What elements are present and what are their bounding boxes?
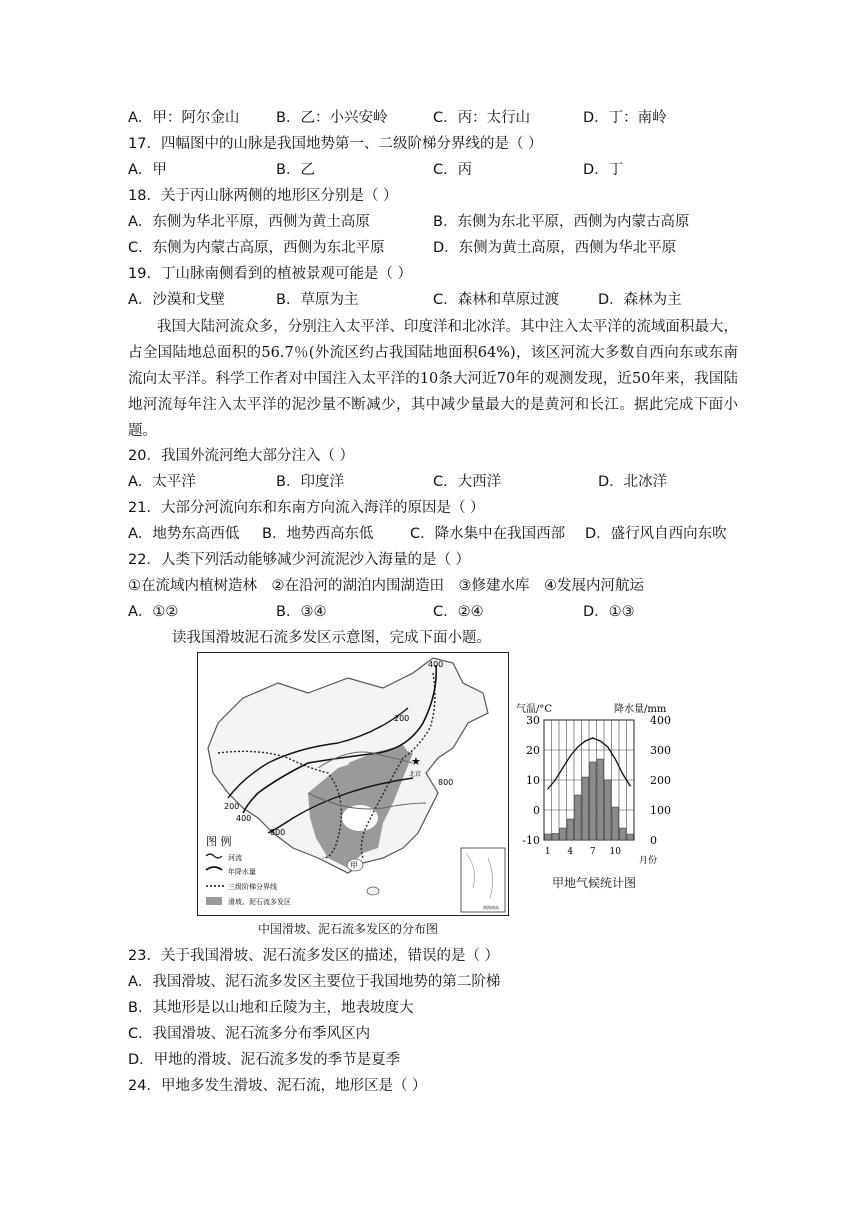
right-tick-label: 400	[650, 714, 671, 727]
x-tick-label: 7	[589, 847, 596, 857]
climate-chart	[512, 696, 692, 891]
isohyet-label-400-left: 400	[236, 814, 252, 823]
q21-option-c: C．降水集中在我国西部	[410, 526, 566, 542]
climate-chart-svg	[512, 696, 692, 891]
precipitation-bar-7	[590, 762, 597, 840]
isohyet-label-400-top: 400	[428, 660, 444, 669]
isohyet-label-800-left: 800	[270, 828, 286, 837]
q19-option-c: C．森林和草原过渡	[433, 292, 560, 308]
q23-option-b: B．其地形是以山地和丘陵为主，地表坡度大	[128, 1000, 414, 1016]
q22-option-d: D．①③	[583, 604, 635, 620]
beijing-star-icon: ★	[411, 755, 421, 768]
q17-stem: 17．四幅图中的山脉是我国地势第一、二级阶梯分界线的是（ ）	[128, 136, 543, 152]
x-tick-label: 10	[609, 847, 621, 857]
temperature-point-7	[592, 737, 593, 738]
right-tick-label: 100	[650, 804, 671, 817]
q18-option-d: D．东侧为黄土高原，西侧为华北平原	[433, 240, 677, 256]
right-tick-label: 0	[650, 834, 657, 847]
q20-option-b: B．印度洋	[276, 474, 344, 490]
map-drawing	[198, 653, 508, 915]
isohyet-label-200-left: 200	[224, 802, 240, 811]
q20-option-d: D．北冰洋	[598, 474, 668, 490]
legend-isohyet-icon	[206, 867, 222, 870]
legend-title: 图 例	[206, 835, 232, 848]
x-tick-label: 4	[567, 847, 574, 857]
q23-stem: 23．关于我国滑坡、泥石流多发区的描述，错误的是（ ）	[128, 948, 500, 964]
temperature-point-4	[570, 755, 571, 756]
q18-option-b: B．东侧为东北平原，西侧为内蒙古高原	[433, 214, 690, 230]
q17-option-d: D．丁	[583, 162, 624, 178]
precipitation-bar-8	[597, 759, 604, 840]
isohyet-label-200-top: 200	[394, 714, 410, 723]
precipitation-bar-12	[627, 834, 634, 840]
map-caption: 中国滑坡、泥石流多发区的分布图	[258, 922, 439, 936]
precipitation-bar-1	[545, 834, 552, 840]
q23-option-d: D．甲地的滑坡、泥石流多发的季节是夏季	[128, 1052, 401, 1068]
q16-option-a: A．甲：阿尔金山	[128, 110, 240, 126]
q21-option-d: D．盛行风自西向东吹	[585, 526, 727, 542]
x-axis-label: 月份	[639, 856, 658, 866]
q18-option-c: C．东侧为内蒙古高原，西侧为东北平原	[128, 240, 385, 256]
q19-option-d: D．森林为主	[598, 292, 682, 308]
legend-river-icon	[206, 854, 222, 858]
left-tick-label: 20	[526, 744, 540, 757]
left-tick-label: 10	[526, 774, 540, 787]
temperature-point-8	[600, 740, 601, 741]
precipitation-bar-6	[582, 777, 589, 840]
temperature-point-5	[577, 746, 578, 747]
q17-option-b: B．乙	[276, 162, 315, 178]
left-tick-label: 30	[526, 714, 540, 727]
legend-landslide: 滑坡、泥石流多发区	[228, 898, 291, 906]
temperature-point-9	[607, 746, 608, 747]
q17-option-c: C．丙	[433, 162, 473, 178]
precipitation-bar-3	[560, 828, 567, 840]
q23-option-a: A．我国滑坡、泥石流多发区主要位于我国地势的第二阶梯	[128, 974, 501, 990]
q20-option-c: C．大西洋	[433, 474, 502, 490]
q16-option-b: B．乙：小兴安岭	[276, 110, 388, 126]
q20-option-a: A．太平洋	[128, 474, 196, 490]
q22-stem: 22．人类下列活动能够减少河流泥沙入海量的是（ ）	[128, 552, 471, 568]
legend-boundary: 三级阶梯分界线	[228, 883, 277, 891]
climate-chart-title: 甲地气候统计图	[552, 876, 637, 890]
q23-option-c: C．我国滑坡、泥石流多分布季风区内	[128, 1026, 371, 1042]
legend-isohyet: 年降水量	[228, 868, 256, 876]
q22-items: ①在流域内植树造林 ②在沿河的湖泊内围湖造田 ③修建水库 ④发展内河航运	[128, 578, 644, 594]
temperature-point-11	[622, 773, 623, 774]
q16-option-c: C．丙：太行山	[433, 110, 531, 126]
temperature-point-1	[547, 788, 548, 789]
china-landslide-map	[197, 652, 509, 916]
q18-stem: 18．关于丙山脉两侧的地形区分别是（ ）	[128, 188, 398, 204]
q22-option-c: C．②④	[433, 604, 484, 620]
left-tick-label: -10	[522, 834, 540, 847]
q19-stem: 19．丁山脉南侧看到的植被景观可能是（ ）	[128, 266, 413, 282]
q24-stem: 24．甲地多发生滑坡、泥石流，地形区是（ ）	[128, 1078, 427, 1094]
inset-label: 南海诸岛	[483, 905, 499, 910]
left-tick-label: 0	[533, 804, 540, 817]
place-jia-label: 甲	[350, 861, 358, 870]
q21-stem: 21．大部分河流向东和东南方向流入海洋的原因是（ ）	[128, 500, 485, 516]
q21-option-b: B．地势西高东低	[262, 526, 374, 542]
left-axis-label: 气温/°C	[516, 704, 553, 715]
q21-option-a: A．地势东高西低	[128, 526, 240, 542]
x-tick-label: 1	[544, 847, 551, 857]
temperature-point-3	[562, 767, 563, 768]
precipitation-bar-2	[552, 833, 559, 840]
isohyet-label-800-right: 800	[438, 778, 454, 787]
precipitation-bar-11	[620, 828, 627, 840]
q22-option-a: A．①②	[128, 604, 179, 620]
q18-option-a: A．东侧为华北平原，西侧为黄土高原	[128, 214, 370, 230]
right-tick-label: 200	[650, 774, 671, 787]
q16-option-d: D．丁：南岭	[583, 110, 667, 126]
reading-passage-rivers: 我国大陆河流众多，分别注入太平洋、印度洋和北冰洋。其中注入太平洋的流域面积最大，占全国陆地总面积的56.7％(外流区约占我国陆地面积64%)，该区河流大多数自西向东或东南流向太平洋。科学工作者对中国注入太平洋的10条大河近70年的观测发现，近50年来，我国陆地河流每年注入太平洋的泥沙量不断减少，其中减少量最大的是黄河和长江。据此完成下面小题。	[128, 319, 738, 439]
temperature-point-6	[585, 740, 586, 741]
right-axis-label: 降水量/mm	[614, 704, 667, 715]
beijing-label: 北京	[409, 771, 422, 778]
q17-option-a: A．甲	[128, 162, 167, 178]
q22-option-b: B．③④	[276, 604, 327, 620]
precipitation-bar-4	[567, 819, 574, 840]
legend-landslide-icon	[206, 897, 222, 905]
temperature-point-2	[555, 779, 556, 780]
precipitation-bar-5	[575, 795, 582, 840]
legend-river: 河流	[228, 854, 242, 862]
precipitation-bar-9	[605, 780, 612, 840]
right-tick-label: 300	[650, 744, 671, 757]
q19-option-b: B．草原为主	[276, 292, 359, 308]
temperature-point-10	[615, 758, 616, 759]
precipitation-bar-10	[612, 807, 619, 840]
q19-option-a: A．沙漠和戈壁	[128, 292, 225, 308]
temperature-point-12	[630, 785, 631, 786]
south-china-sea-inset	[461, 848, 505, 912]
q20-stem: 20．我国外流河绝大部分注入（ ）	[128, 448, 355, 464]
reading-passage-landslide: 读我国滑坡泥石流多发区示意图，完成下面小题。	[172, 630, 491, 646]
